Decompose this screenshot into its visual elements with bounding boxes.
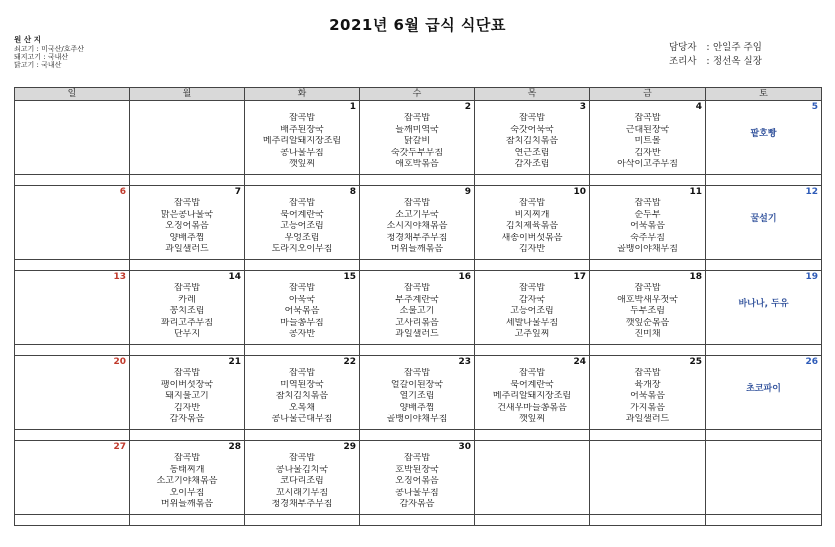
menu-item: 청경채부추무침 [386, 232, 448, 243]
menu-item: 오징어볶음 [395, 476, 439, 486]
menu-item: 연근조림 [514, 147, 550, 158]
day-number: 5 [811, 102, 818, 112]
spacer-cell [245, 260, 360, 271]
menu-item: 순두부 [634, 209, 661, 220]
day-cell [706, 271, 822, 345]
menu-item: 소불고기 [399, 306, 435, 316]
page-title: 2021년 6월 급식 식단표 [329, 16, 506, 34]
spacer-cell [245, 175, 360, 186]
menu-item: 잡곡밥 [403, 113, 431, 123]
menu-item: 북어계란국 [280, 209, 324, 220]
week-row [15, 271, 822, 345]
day-cell [590, 356, 706, 430]
menu-item: 아삭이고추무침 [617, 159, 678, 169]
day-number [475, 441, 589, 452]
menu-item: 잡곡밥 [288, 113, 316, 123]
day-number: 3 [579, 102, 586, 112]
day-cell [475, 356, 590, 430]
day-cell [245, 271, 360, 345]
day-cell [475, 441, 590, 515]
menu-item: 메추리알돼지장조림 [492, 391, 572, 401]
menu-item: 잡곡밥 [288, 453, 316, 463]
spacer-cell [130, 345, 245, 356]
menu-item: 꽁치조림 [169, 306, 205, 316]
snack-item: 꿀설기 [750, 214, 777, 224]
menu-item: 콩나물김치국 [275, 464, 329, 475]
day-number: 12 [805, 187, 818, 197]
origin-info [14, 36, 84, 69]
spacer-cell [590, 515, 706, 526]
weekday-header [15, 88, 822, 101]
menu-list [245, 113, 359, 171]
weekday-label: 토 [706, 88, 822, 101]
day-number: 24 [573, 357, 586, 367]
day-cell [706, 186, 822, 260]
staff-row-cook: 조리사 : 정선옥 실장 [669, 56, 762, 67]
menu-list [475, 368, 589, 426]
day-number: 16 [458, 272, 471, 282]
menu-item: 깻잎순볶음 [625, 317, 670, 328]
menu-item: 잡곡밥 [288, 198, 316, 208]
menu-item: 소시지야채볶음 [386, 221, 448, 231]
staff-info [669, 41, 762, 69]
menu-list [245, 453, 359, 511]
menu-item: 단무지 [173, 329, 201, 339]
menu-item: 소고기야채볶음 [156, 476, 218, 486]
menu-item: 꽈리고추무침 [160, 317, 214, 328]
menu-item: 동태찌개 [169, 464, 205, 475]
spacer-row [15, 345, 822, 356]
menu-item: 숙주무침 [630, 232, 665, 243]
spacer-cell [706, 345, 822, 356]
spacer-row [15, 430, 822, 441]
spacer-row [15, 260, 822, 271]
menu-item: 열기조림 [399, 391, 435, 401]
day-cell [130, 101, 245, 175]
day-number: 26 [805, 357, 818, 367]
menu-item: 머위들깨볶음 [390, 244, 444, 254]
menu-item: 참치김치볶음 [505, 136, 559, 146]
weekday-label: 화 [245, 88, 360, 101]
menu-item: 돼지불고기 [165, 391, 209, 401]
menu-item: 두부조림 [630, 306, 665, 316]
menu-item: 어묵볶음 [630, 391, 665, 401]
weekday-label: 목 [475, 88, 590, 101]
spacer-cell [15, 430, 130, 441]
staff-value: 안일주 주임 [713, 42, 762, 53]
menu-item: 숙갓두부무침 [390, 147, 444, 158]
menu-list [475, 113, 589, 171]
menu-item: 들깨미역국 [395, 124, 439, 135]
day-cell [706, 356, 822, 430]
menu-item: 어묵볶음 [630, 221, 665, 231]
menu-item: 감자국 [518, 294, 546, 305]
spacer-cell [475, 515, 590, 526]
menu-list [590, 368, 705, 426]
day-cell [360, 356, 475, 430]
day-number: 10 [573, 187, 586, 197]
menu-item: 머위들깨볶음 [160, 499, 214, 509]
menu-item: 깻잎찌 [288, 159, 316, 169]
menu-list [130, 283, 244, 341]
spacer-cell [360, 345, 475, 356]
menu-item: 새송이버섯볶음 [501, 232, 563, 243]
spacer-cell [15, 345, 130, 356]
day-cell [130, 356, 245, 430]
menu-list [590, 283, 705, 341]
menu-list [475, 198, 589, 256]
spacer-row [15, 515, 822, 526]
staff-row-manager: 담당자 : 안일주 주임 [669, 42, 762, 53]
menu-list [245, 283, 359, 341]
menu-item: 참치김치볶음 [275, 391, 329, 401]
menu-item: 메추리알돼지장조림 [262, 136, 342, 146]
menu-item: 감자볶음 [399, 499, 435, 509]
menu-item: 고등어조림 [280, 221, 324, 231]
day-cell [245, 356, 360, 430]
menu-list [130, 198, 244, 256]
menu-item: 잡곡밥 [173, 198, 201, 208]
menu-item: 배추된장국 [280, 124, 324, 135]
menu-item: 미역된장국 [280, 379, 324, 390]
menu-list [590, 198, 705, 256]
day-number: 15 [343, 272, 356, 282]
menu-item: 코다리조림 [280, 476, 324, 486]
day-number: 30 [458, 442, 471, 452]
spacer-cell [475, 175, 590, 186]
spacer-cell [590, 345, 706, 356]
menu-list [590, 113, 705, 171]
spacer-cell [706, 515, 822, 526]
origin-line: 돼지고기 : 국내산 [14, 53, 69, 61]
menu-item: 잡곡밥 [634, 283, 661, 293]
menu-item: 건새우마늘쫑볶음 [497, 402, 567, 413]
day-cell [590, 186, 706, 260]
menu-item: 카레 [178, 294, 196, 305]
menu-item: 미트볼 [634, 136, 661, 146]
origin-line: 쇠고기 : 미국산/호주산 [14, 45, 85, 53]
menu-item: 맑은콩나물국 [160, 209, 214, 220]
spacer-cell [130, 515, 245, 526]
day-number [130, 101, 244, 112]
origin-line: 닭고기 : 국내산 [14, 61, 62, 69]
week-row [15, 101, 822, 175]
menu-list [245, 198, 359, 256]
day-cell [360, 186, 475, 260]
menu-item: 김자반 [518, 244, 546, 254]
staff-value: 정선옥 실장 [713, 56, 762, 67]
day-cell [475, 186, 590, 260]
menu-item: 잡곡밥 [288, 368, 316, 378]
menu-item: 잡곡밥 [634, 198, 661, 208]
origin-heading: 원 산 지 [14, 35, 41, 44]
menu-item: 소고기무국 [395, 209, 439, 220]
menu-item: 잡곡밥 [634, 113, 661, 123]
menu-item: 양배추찜 [399, 402, 435, 413]
menu-item: 마늘쫑무침 [280, 317, 324, 328]
day-cell [130, 271, 245, 345]
menu-item: 잡곡밥 [288, 283, 316, 293]
menu-list [360, 368, 474, 426]
menu-item: 가지볶음 [630, 402, 665, 413]
menu-item: 콩나물무침 [395, 487, 439, 498]
spacer-cell [360, 515, 475, 526]
snack-item: 바나나, 두유 [738, 299, 789, 309]
day-cell [15, 441, 130, 515]
day-cell [590, 101, 706, 175]
weekday-label: 금 [590, 88, 706, 101]
day-number: 23 [458, 357, 471, 367]
week-row [15, 356, 822, 430]
day-number: 11 [689, 187, 702, 197]
menu-item: 잡곡밥 [173, 283, 201, 293]
day-cell [130, 186, 245, 260]
menu-item: 잡곡밥 [518, 113, 546, 123]
menu-item: 비지찌개 [514, 209, 550, 220]
day-cell [15, 186, 130, 260]
menu-item: 오이무침 [169, 487, 205, 498]
weekday-label: 월 [130, 88, 245, 101]
day-number: 18 [689, 272, 702, 282]
menu-list [360, 283, 474, 341]
spacer-cell [15, 260, 130, 271]
day-cell [475, 101, 590, 175]
menu-item: 과일샐러드 [395, 329, 439, 339]
menu-item: 얼갈이된장국 [390, 379, 444, 390]
spacer-row [15, 175, 822, 186]
spacer-cell [15, 515, 130, 526]
menu-item: 골뱅이야채무침 [617, 244, 678, 254]
menu-item: 닭갈비 [403, 136, 431, 146]
spacer-cell [475, 430, 590, 441]
day-number: 20 [113, 357, 126, 367]
spacer-cell [245, 515, 360, 526]
menu-item: 호박된장국 [395, 464, 439, 475]
day-number: 14 [228, 272, 241, 282]
day-cell [475, 271, 590, 345]
menu-item: 우엉조림 [284, 232, 320, 243]
menu-item: 잡곡밥 [518, 368, 546, 378]
day-number: 8 [349, 187, 356, 197]
spacer-cell [360, 430, 475, 441]
menu-item: 잡곡밥 [634, 368, 661, 378]
spacer-cell [590, 175, 706, 186]
menu-item: 고추잎찌 [514, 329, 550, 339]
menu-item: 과일샐러드 [625, 414, 670, 424]
menu-item: 과일샐러드 [165, 244, 209, 254]
menu-item: 감자볶음 [169, 414, 205, 424]
day-number: 4 [695, 102, 702, 112]
day-number: 25 [689, 357, 702, 367]
menu-item: 김자반 [634, 147, 661, 158]
day-cell [130, 441, 245, 515]
day-cell [15, 101, 130, 175]
spacer-cell [360, 260, 475, 271]
menu-item: 잡곡밥 [403, 453, 431, 463]
menu-item: 콩나물무침 [280, 147, 324, 158]
menu-item: 고등어조림 [510, 306, 554, 316]
week-row [15, 441, 822, 515]
weekday-label: 일 [15, 88, 130, 101]
menu-item: 근대된장국 [625, 124, 670, 135]
weekday-label: 수 [360, 88, 475, 101]
spacer-cell [706, 430, 822, 441]
menu-item: 팽이버섯장국 [160, 379, 214, 390]
snack-item: 초코파이 [746, 384, 781, 394]
day-number: 9 [464, 187, 471, 197]
menu-list [130, 368, 244, 426]
menu-item: 감자조림 [514, 159, 550, 169]
day-cell [245, 441, 360, 515]
day-cell [706, 101, 822, 175]
day-cell [15, 271, 130, 345]
menu-list [475, 283, 589, 341]
day-number: 27 [113, 442, 126, 452]
menu-item: 잡곡밥 [403, 198, 431, 208]
spacer-cell [130, 260, 245, 271]
day-number [15, 101, 129, 112]
spacer-cell [130, 175, 245, 186]
menu-item: 어묵볶음 [284, 306, 320, 316]
day-cell [360, 441, 475, 515]
menu-item: 애호박새우젓국 [617, 294, 678, 305]
menu-list [130, 453, 244, 511]
day-number: 17 [573, 272, 586, 282]
day-number: 19 [805, 272, 818, 282]
day-number: 1 [349, 102, 356, 112]
menu-item: 콩자반 [288, 329, 316, 339]
day-cell [360, 101, 475, 175]
day-number: 7 [234, 187, 241, 197]
day-number [590, 441, 705, 452]
menu-item: 골뱅이야채무침 [386, 414, 448, 424]
menu-list [360, 453, 474, 511]
spacer-cell [245, 345, 360, 356]
menu-item: 아욱국 [288, 294, 316, 305]
day-cell [245, 186, 360, 260]
menu-item: 숙갓어묵국 [510, 124, 554, 135]
menu-item: 고사리볶음 [395, 317, 439, 328]
menu-item: 잡곡밥 [173, 368, 201, 378]
menu-item: 잡곡밥 [403, 368, 431, 378]
menu-item: 꼬시래기무침 [275, 487, 329, 498]
day-cell [360, 271, 475, 345]
day-cell [15, 356, 130, 430]
day-number: 13 [113, 272, 126, 282]
menu-item: 김치제육볶음 [505, 221, 559, 231]
day-number: 6 [119, 187, 126, 197]
menu-item: 잡곡밥 [173, 453, 201, 463]
day-number: 29 [343, 442, 356, 452]
week-row [15, 186, 822, 260]
day-cell [245, 101, 360, 175]
menu-item: 깻잎찌 [518, 414, 546, 424]
menu-item: 오징어볶음 [165, 221, 209, 231]
spacer-cell [475, 345, 590, 356]
day-number: 28 [228, 442, 241, 452]
snack-item: 팥호빵 [750, 129, 777, 139]
menu-list [360, 113, 474, 171]
spacer-cell [130, 430, 245, 441]
menu-item: 오복채 [288, 402, 316, 413]
menu-item: 콩나물근대무침 [271, 414, 333, 424]
menu-item: 부추계란국 [395, 294, 439, 305]
menu-item: 진미채 [634, 329, 661, 339]
menu-item: 애호박볶음 [395, 159, 439, 169]
spacer-cell [590, 260, 706, 271]
spacer-cell [245, 430, 360, 441]
day-number: 2 [464, 102, 471, 112]
menu-item: 김자반 [173, 402, 201, 413]
menu-item: 세발나물무침 [505, 317, 559, 328]
spacer-cell [590, 430, 706, 441]
meal-calendar [14, 87, 822, 526]
staff-label: 조리사 [669, 56, 697, 67]
day-cell [590, 441, 706, 515]
menu-list [245, 368, 359, 426]
day-number: 22 [343, 357, 356, 367]
day-cell [706, 441, 822, 515]
menu-item: 잡곡밥 [403, 283, 431, 293]
menu-item: 양배추찜 [169, 232, 205, 243]
menu-item: 육개장 [634, 379, 661, 390]
menu-item: 청경채부추무침 [271, 499, 333, 509]
spacer-cell [360, 175, 475, 186]
day-number: 21 [228, 357, 241, 367]
staff-label: 담당자 [669, 42, 697, 53]
menu-item: 북어계란국 [510, 379, 554, 390]
spacer-cell [706, 175, 822, 186]
menu-list [360, 198, 474, 256]
day-number [706, 441, 821, 452]
menu-item: 잡곡밥 [518, 198, 546, 208]
spacer-cell [15, 175, 130, 186]
menu-item: 도라지오이무침 [271, 244, 333, 254]
day-cell [590, 271, 706, 345]
spacer-cell [475, 260, 590, 271]
menu-item: 잡곡밥 [518, 283, 546, 293]
spacer-cell [706, 260, 822, 271]
